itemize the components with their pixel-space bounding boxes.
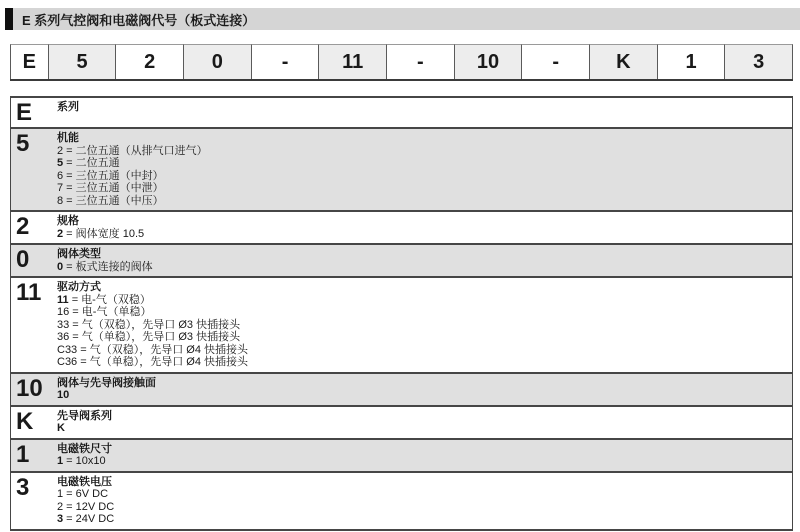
option-code: 3	[57, 513, 64, 526]
model-code-segment: 0	[183, 44, 251, 79]
model-code-segment: 11	[318, 44, 386, 79]
row-option: 2 = 12V DC	[57, 500, 115, 513]
row-label: 阀体类型	[57, 248, 101, 261]
code-table-row	[11, 245, 792, 278]
option-code: 5	[57, 157, 64, 170]
row-content	[57, 278, 792, 372]
row-label: 电磁铁尺寸	[57, 442, 112, 455]
row-content	[57, 245, 792, 276]
option-code: 2	[57, 227, 64, 240]
row-option: 1 = 6V DC	[57, 488, 109, 501]
option-code: 0	[57, 260, 64, 273]
row-code: 10	[16, 374, 43, 402]
option-code: 36	[57, 331, 70, 344]
code-table-row	[11, 212, 792, 245]
row-option: 7 = 三位五通（中泄）	[57, 182, 164, 195]
row-content	[57, 129, 792, 210]
model-code-segment: 1	[657, 44, 725, 79]
model-code-segment: -	[521, 44, 589, 79]
option-code: 2	[57, 144, 64, 157]
code-table-row	[11, 407, 792, 440]
row-option: 36 = 气（单稳），先导口 Ø3 快插接头	[57, 331, 241, 344]
catalog-page	[0, 8, 800, 531]
row-code: 2	[16, 213, 30, 241]
row-code: K	[16, 407, 34, 435]
row-label: 规格	[57, 215, 79, 228]
row-label: 机能	[57, 132, 79, 145]
code-table-row	[11, 98, 792, 129]
option-code: 7	[57, 182, 64, 195]
code-table-row	[11, 129, 792, 212]
row-label: 驱动方式	[57, 281, 101, 294]
row-option: 2 = 阀体宽度 10.5	[57, 227, 145, 240]
model-code-segment: 2	[115, 44, 183, 79]
row-option: 2 = 二位五通（从排气口进气）	[57, 144, 208, 157]
row-option: 16 = 电-气（单稳）	[57, 306, 152, 319]
option-code: 33	[57, 318, 70, 331]
section-header	[5, 8, 800, 30]
row-option: 11 = 电-气（双稳）	[57, 293, 151, 306]
row-content	[57, 473, 792, 529]
row-option: 6 = 三位五通（中封）	[57, 169, 164, 182]
model-code-row	[10, 44, 793, 81]
row-content	[57, 407, 792, 438]
model-code-segment: 10	[454, 44, 522, 79]
row-option: 1 = 10x10	[57, 455, 106, 468]
model-code-segment: -	[251, 44, 319, 79]
row-code: 5	[16, 130, 30, 158]
option-code: 6	[57, 169, 64, 182]
option-code: K	[57, 422, 65, 435]
model-code-segment: E	[10, 44, 48, 79]
model-code-segment: 3	[724, 44, 793, 79]
row-label: 阀体与先导阀接触面	[57, 376, 156, 389]
row-content	[57, 440, 792, 471]
model-code-segment: 5	[48, 44, 116, 79]
code-table-row	[11, 374, 792, 407]
row-label: 先导阀系列	[57, 409, 112, 422]
row-label: 电磁铁电压	[57, 475, 112, 488]
option-code: C33	[57, 343, 78, 356]
row-code: E	[16, 99, 33, 126]
row-option: 33 = 气（双稳），先导口 Ø3 快插接头	[57, 318, 241, 331]
header-marker-bar	[5, 8, 13, 30]
row-code: 3	[16, 473, 30, 501]
row-option: 3 = 24V DC	[57, 513, 115, 526]
row-label: 系列	[57, 101, 79, 113]
row-option: C33 = 气（双稳），先导口 Ø4 快插接头	[57, 343, 249, 356]
row-code: 0	[16, 246, 30, 274]
option-code: 10	[57, 389, 70, 402]
row-content	[57, 98, 792, 127]
row-option: 5 = 二位五通	[57, 157, 120, 170]
code-table-row	[11, 278, 792, 374]
row-code: 1	[16, 440, 30, 468]
option-code: 2	[57, 500, 64, 513]
option-code: 8	[57, 194, 64, 207]
row-option: 0 = 板式连接的阀体	[57, 260, 153, 273]
row-option: 8 = 三位五通（中压）	[57, 194, 164, 207]
page-title: E 系列气控阀和电磁阀代号（板式连接）	[22, 12, 256, 28]
option-code: C36	[57, 356, 78, 369]
option-code: 1	[57, 488, 64, 501]
code-table-row	[11, 440, 792, 473]
model-code-segment: K	[589, 44, 657, 79]
option-code: 11	[57, 293, 69, 306]
option-code: 1	[57, 455, 64, 468]
code-table-row	[11, 473, 792, 529]
row-option	[57, 422, 788, 435]
option-code: 16	[57, 306, 70, 319]
code-key-table	[10, 96, 793, 531]
row-option: C36 = 气（单稳），先导口 Ø4 快插接头	[57, 356, 249, 369]
row-content	[57, 212, 792, 243]
row-content	[57, 374, 792, 405]
row-option	[57, 389, 788, 402]
model-code-segment: -	[386, 44, 454, 79]
row-code: 11	[16, 279, 42, 307]
